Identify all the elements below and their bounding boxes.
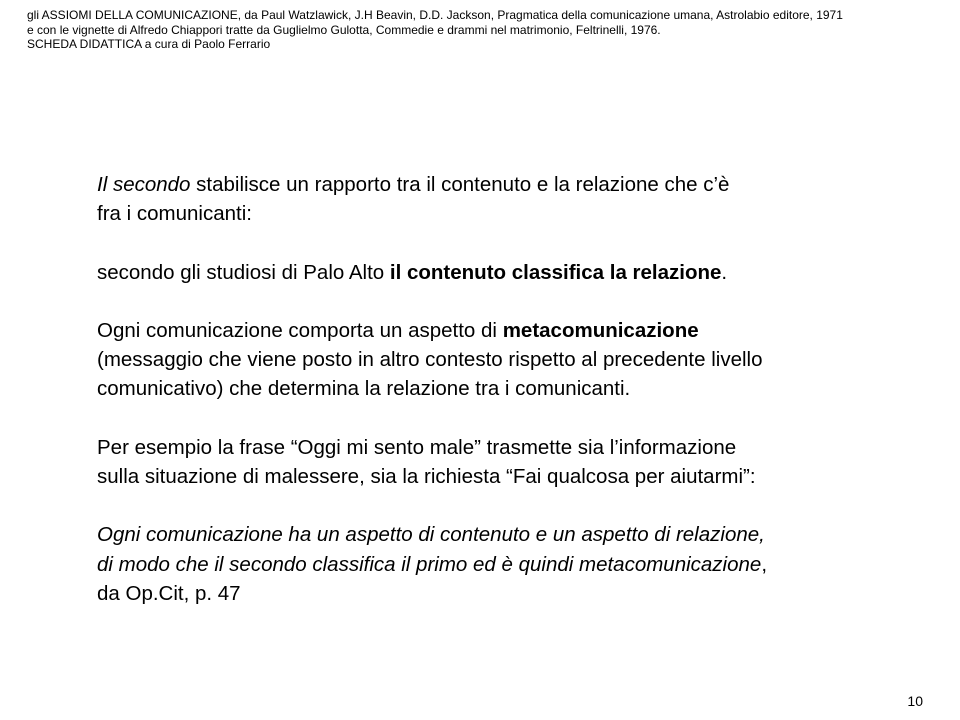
punctuation: , bbox=[761, 552, 768, 576]
paragraph-metacommunication bbox=[97, 316, 917, 404]
italic-quote: di modo che il secondo classifica il primo ed è quindi metacomunicazione bbox=[97, 552, 762, 576]
sentence-text: fra i comunicanti: bbox=[97, 202, 252, 226]
sentence-text: stabilisce un rapporto tra il contenuto e la relazione che c’è bbox=[190, 173, 730, 196]
sentence-text: sulla situazione di malessere, sia la richiesta “Fai qualcosa per aiutarmi”: bbox=[97, 464, 756, 488]
header-citation-line-1: gli ASSIOMI DELLA COMUNICAZIONE, da Paul Watzlawick, J.H Beavin, D.D. Jackson, Pragmatica della comunicazione umana, Astrolabio editore, 1971 bbox=[27, 8, 843, 22]
header-author-line: SCHEDA DIDATTICA a cura di Paolo Ferrario bbox=[27, 37, 271, 51]
slide-body bbox=[97, 170, 917, 608]
paragraph-example bbox=[97, 433, 917, 491]
page-number: 10 bbox=[907, 693, 923, 709]
sentence-text: secondo gli studiosi di Palo Alto bbox=[97, 260, 390, 284]
punctuation: . bbox=[721, 260, 728, 284]
sentence-text: (messaggio che viene posto in altro contesto rispetto al precedente livello bbox=[97, 348, 763, 372]
sentence-text: Per esempio la frase “Oggi mi sento male” trasmette sia l’informazione bbox=[97, 435, 737, 459]
paragraph-second-axiom bbox=[97, 170, 917, 228]
slide-header bbox=[27, 8, 952, 52]
paragraph-palo-alto bbox=[97, 258, 917, 287]
paragraph-quote bbox=[97, 520, 917, 608]
citation-reference: da Op.Cit, p. 47 bbox=[97, 581, 241, 605]
sentence-text: Ogni comunicazione comporta un aspetto di bbox=[97, 318, 503, 342]
bold-emphasis: il contenuto classifica la relazione bbox=[389, 260, 722, 284]
italic-term: Il secondo bbox=[97, 173, 191, 196]
sentence-text: comunicativo) che determina la relazione tra i comunicanti. bbox=[97, 377, 631, 401]
italic-quote: Ogni comunicazione ha un aspetto di contenuto e un aspetto di relazione, bbox=[97, 523, 765, 547]
header-citation-line-2: e con le vignette di Alfredo Chiappori tratte da Guglielmo Gulotta, Commedie e drammi nel matrimonio, Feltrinelli, 1976. bbox=[27, 22, 661, 37]
bold-term: metacomunicazione bbox=[502, 318, 699, 342]
